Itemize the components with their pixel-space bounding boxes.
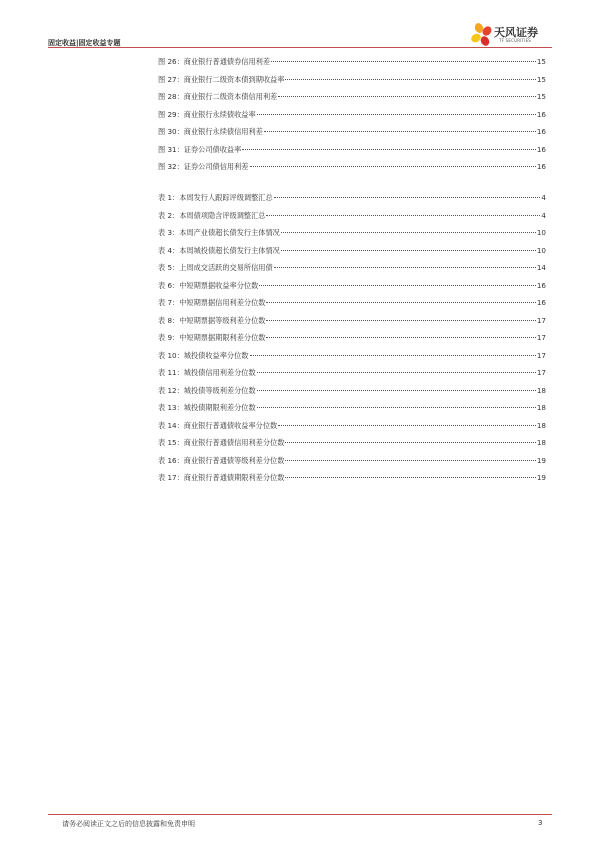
toc-leader-dots [242,149,536,150]
toc-entry-label: 图 28：商业银行二级资本债信用利差 [158,92,278,101]
toc-leader-dots [266,215,540,216]
toc-entry-page: 18 [536,438,546,447]
toc-leader-dots [250,355,536,356]
toc-entry-label: 图 30：商业银行永续债信用利差 [158,127,263,136]
toc-entry-page: 17 [536,333,546,342]
figure-list [158,57,546,180]
toc-entry-label: 表 17：商业银行普通债期限利差分位数 [158,473,285,482]
toc-entry-page: 16 [536,144,546,154]
table-entry[interactable] [158,386,546,404]
toc-entry-page: 16 [536,298,546,307]
toc-entry-page: 18 [536,403,546,412]
logo-subtext: TF SECURITIES [499,38,532,43]
figure-entry[interactable] [158,162,546,180]
logo-text: 天风证券 [494,26,538,39]
table-entry[interactable] [158,438,546,456]
logo-mark-icon [470,21,494,47]
table-entry[interactable] [158,421,546,439]
toc-entry-label: 表 8：中短期票据等级利差分位数 [158,315,266,325]
toc-leader-dots [266,302,535,303]
toc-leader-dots [266,320,535,321]
toc-leader-dots [285,460,535,461]
table-entry[interactable] [158,193,546,211]
toc-leader-dots [266,337,535,338]
toc-entry-label: 表 3：本周产业债超长债发行主体情况 [158,228,280,237]
toc-entry-label: 图 32：证券公司债信用利差 [158,162,249,171]
toc-entry-page: 17 [536,350,546,360]
toc-entry-label: 图 29：商业银行永续债收益率 [158,109,256,119]
toc-leader-dots [281,232,536,233]
toc-entry-label: 表 6：中短期票据收益率分位数 [158,280,259,290]
toc-leader-dots [285,477,535,478]
toc-entry-page: 17 [536,368,546,377]
toc-leader-dots [274,267,536,268]
toc-entry-page: 16 [536,280,546,290]
toc-leader-dots [274,197,541,198]
figure-entry[interactable] [158,75,546,93]
table-entry[interactable] [158,246,546,264]
toc-entry-label: 表 14：商业银行普通债收益率分位数 [158,420,278,430]
toc-leader-dots [257,114,536,115]
table-entry[interactable] [158,316,546,334]
toc-leader-dots [257,407,536,408]
table-entry[interactable] [158,281,546,299]
page-number: 3 [538,819,543,827]
toc-entry-label: 表 13：城投债期限利差分位数 [158,403,256,412]
table-entry[interactable] [158,263,546,281]
toc-entry-page: 18 [536,420,546,430]
toc-entry-page: 15 [536,74,546,84]
table-entry[interactable] [158,351,546,369]
toc-entry-page: 10 [536,245,546,255]
table-entry[interactable] [158,211,546,229]
toc-leader-dots [278,96,536,97]
table-index [158,193,546,491]
toc-entry-label: 表 12：城投债等级利差分位数 [158,385,256,395]
toc-entry-page: 4 [541,210,546,220]
toc-entry-page: 15 [536,92,546,101]
toc-leader-dots [257,390,536,391]
toc-entry-page: 14 [536,263,546,272]
footer-divider [48,814,552,815]
toc-entry-label: 表 7：中短期票据信用利差分位数 [158,298,266,307]
header-divider [48,47,552,48]
figure-index [158,57,546,180]
toc-entry-label: 表 16：商业银行普通债等级利差分位数 [158,455,285,465]
toc-entry-label: 表 9：中短期票据期限利差分位数 [158,333,266,342]
toc-entry-label: 图 31：证券公司债收益率 [158,144,242,154]
toc-leader-dots [257,372,536,373]
table-list [158,193,546,491]
toc-leader-dots [285,79,535,80]
toc-entry-page: 19 [536,455,546,465]
toc-leader-dots [250,166,536,167]
toc-entry-label: 表 10：城投债收益率分位数 [158,350,249,360]
toc-entry-page: 16 [536,162,546,171]
toc-leader-dots [281,250,536,251]
table-entry[interactable] [158,368,546,386]
toc-entry-label: 图 27：商业银行二级资本债到期收益率 [158,74,285,84]
toc-entry-page: 18 [536,385,546,395]
table-entry[interactable] [158,456,546,474]
figure-entry[interactable] [158,57,546,75]
toc-entry-page: 10 [536,228,546,237]
toc-entry-page: 17 [536,315,546,325]
toc-entry-page: 15 [536,57,546,66]
toc-entry-page: 16 [536,109,546,119]
toc-leader-dots [278,425,536,426]
toc-entry-label: 表 15：商业银行普通债信用利差分位数 [158,438,285,447]
figure-entry[interactable] [158,145,546,163]
toc-leader-dots [259,285,536,286]
toc-leader-dots [264,131,536,132]
toc-entry-label: 图 26：商业银行普通债券信用利差 [158,57,271,66]
table-entry[interactable] [158,403,546,421]
toc-leader-dots [285,442,535,443]
table-entry[interactable] [158,298,546,316]
toc-entry-label: 表 1：本周发行人跟踪评级调整汇总 [158,193,273,202]
table-entry[interactable] [158,333,546,351]
toc-entry-page: 4 [541,193,546,202]
toc-entry-label: 表 2：本周债项隐含评级调整汇总 [158,210,266,220]
header-section-label: 固定收益|固定收益专题 [48,39,121,47]
toc-entry-page: 16 [536,127,546,136]
footer-disclaimer: 请务必阅读正文之后的信息披露和免责申明 [62,820,195,828]
toc-entry-page: 19 [536,473,546,482]
table-entry[interactable] [158,473,546,491]
figure-entry[interactable] [158,92,546,110]
figure-entry[interactable] [158,127,546,145]
table-entry[interactable] [158,228,546,246]
toc-entry-label: 表 5：上周成交活跃的交易所信用债 [158,263,273,272]
toc-entry-label: 表 4：本周城投债超长债发行主体情况 [158,245,280,255]
toc-entry-label: 表 11：城投债信用利差分位数 [158,368,256,377]
figure-entry[interactable] [158,110,546,128]
toc-leader-dots [271,61,536,62]
company-logo [470,21,552,47]
